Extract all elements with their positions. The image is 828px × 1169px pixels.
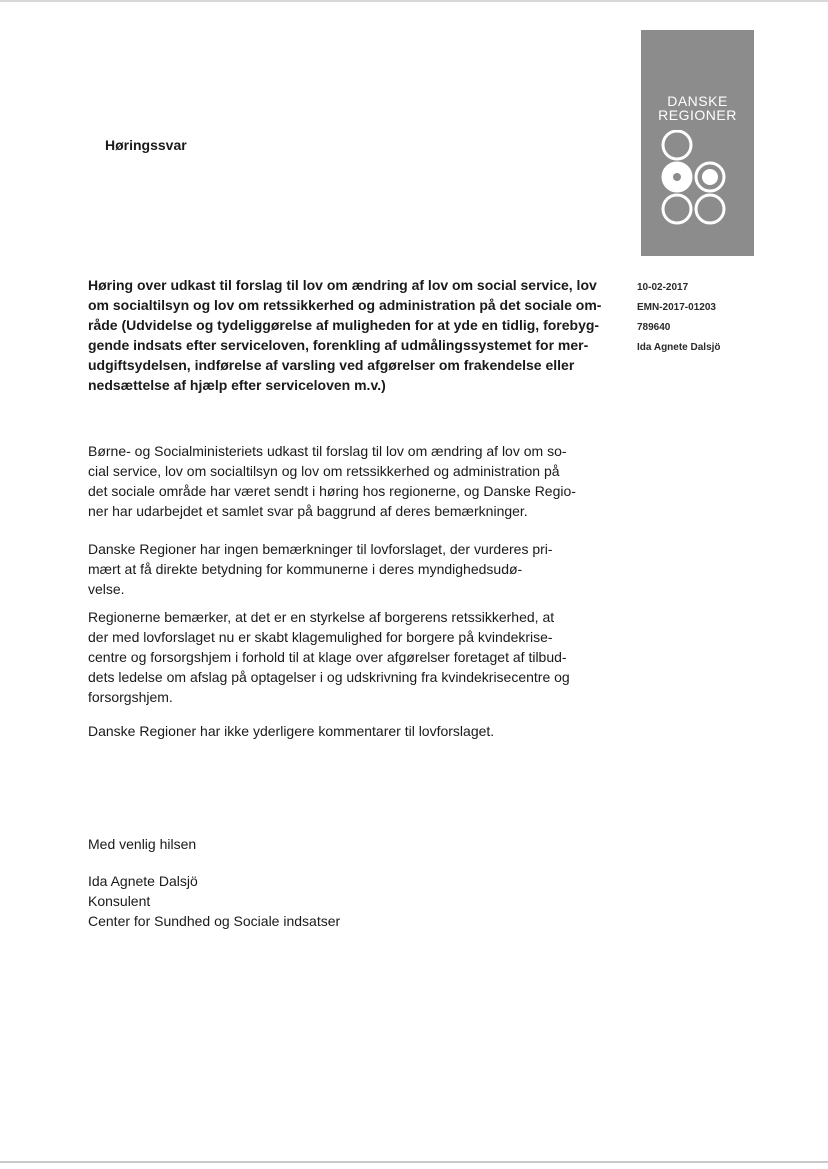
page-top-edge bbox=[0, 0, 828, 2]
subject-line: om socialtilsyn og lov om retssikkerhed og administration på det sociale om- bbox=[88, 297, 602, 313]
body-paragraph-2 bbox=[88, 539, 628, 599]
subject-line: Høring over udkast til forslag til lov om ændring af lov om social service, lov bbox=[88, 277, 597, 293]
paragraph-line: Børne- og Socialministeriets udkast til forslag til lov om ændring af lov om so- bbox=[88, 443, 567, 459]
body-paragraph-1 bbox=[88, 441, 628, 521]
signature-block bbox=[88, 871, 340, 931]
paragraph-line: Regionerne bemærker, at det er en styrkelse af borgerens retssikkerhed, at bbox=[88, 609, 555, 625]
paragraph-line: ner har udarbejdet et samlet svar på baggrund af deres bemærkninger. bbox=[88, 503, 528, 519]
document-type: Høringssvar bbox=[105, 137, 187, 153]
paragraph-line: centre og forsorgshjem i forhold til at klage over afgørelser foretaget af tilbud- bbox=[88, 649, 567, 665]
paragraph-line: det sociale område har været sendt i høring hos regionerne, og Danske Regio- bbox=[88, 483, 576, 499]
paragraph-line: mært at få direkte betydning for kommunerne i deres myndighedsudø- bbox=[88, 561, 523, 577]
paragraph-line: cial service, lov om socialtilsyn og lov om retssikkerhed og administration på bbox=[88, 463, 560, 479]
subject-line: gende indsats efter serviceloven, forenkling af udmålingssystemet for mer- bbox=[88, 337, 589, 353]
paragraph-line: der med lovforslaget nu er skabt klagemulighed for borgere på kvindekrise- bbox=[88, 629, 553, 645]
signature-department: Center for Sundhed og Sociale indsatser bbox=[88, 913, 341, 929]
page-bottom-edge bbox=[0, 1161, 828, 1163]
subject-line: råde (Udvidelse og tydeliggørelse af muligheden for at yde en tidlig, forebyg- bbox=[88, 317, 600, 333]
paragraph-line: Danske Regioner har ikke yderligere kommentarer til lovforslaget. bbox=[88, 723, 495, 739]
logo-circles-icon bbox=[657, 130, 737, 240]
paragraph-line: velse. bbox=[88, 581, 125, 597]
meta-doc-number: 789640 bbox=[637, 322, 671, 333]
meta-author: Ida Agnete Dalsjö bbox=[637, 342, 721, 353]
subject-heading bbox=[88, 275, 613, 395]
meta-case-number: EMN-2017-01203 bbox=[637, 302, 716, 313]
meta-date: 10-02-2017 bbox=[637, 282, 689, 293]
body-paragraph-3 bbox=[88, 607, 628, 707]
document-metadata bbox=[637, 278, 721, 358]
logo-line-1: DANSKE bbox=[667, 93, 728, 109]
signature-name: Ida Agnete Dalsjö bbox=[88, 873, 198, 889]
paragraph-line: Danske Regioner har ingen bemærkninger til lovforslaget, der vurderes pri- bbox=[88, 541, 553, 557]
paragraph-line: forsorgshjem. bbox=[88, 689, 173, 705]
subject-line: udgiftsydelsen, indførelse af varsling ved afgørelser om frakendelse eller bbox=[88, 357, 575, 373]
logo-wordmark bbox=[641, 94, 754, 122]
closing-greeting: Med venlig hilsen bbox=[88, 836, 197, 852]
danske-regioner-logo bbox=[641, 30, 754, 256]
body-paragraph-4 bbox=[88, 721, 628, 741]
subject-line: nedsættelse af hjælp efter serviceloven m.v.) bbox=[88, 377, 386, 393]
paragraph-line: dets ledelse om afslag på optagelser i og udskrivning fra kvindekrisecentre og bbox=[88, 669, 570, 685]
signature-title: Konsulent bbox=[88, 893, 151, 909]
logo-line-2: REGIONER bbox=[658, 107, 737, 123]
